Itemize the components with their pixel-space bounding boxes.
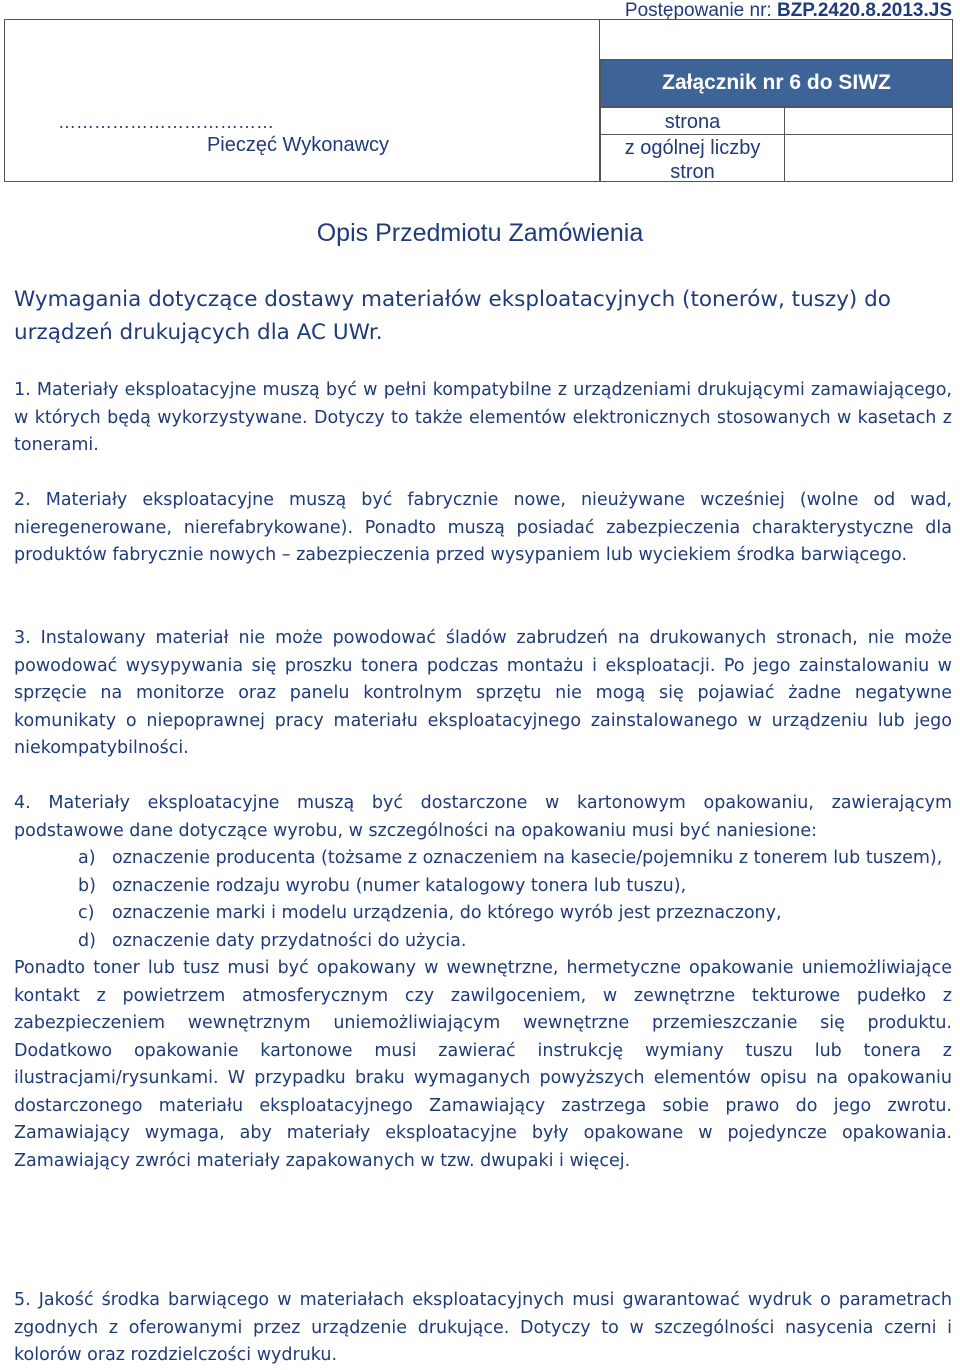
list-item-text: oznaczenie producenta (tożsame z oznaczeniem na kasecie/pojemniku z tonerem lub tuszem),: [112, 848, 943, 868]
page-cell-divider: [600, 134, 785, 135]
list-marker: d): [78, 930, 96, 951]
procedure-number: BZP.2420.8.2013.JS: [776, 0, 952, 21]
list-marker: c): [78, 903, 95, 923]
list-item-text: oznaczenie daty przydatności do użycia.: [112, 930, 467, 951]
page-label: strona: [664, 111, 721, 133]
list-item: [14, 873, 952, 901]
requirement-3: [14, 625, 952, 763]
page-total-label-cont: stron: [670, 161, 715, 183]
requirement-4-outro: Ponadto toner lub tusz musi być opakowany w wewnętrzne, hermetyczne opakowanie uniemożliwiające kontakt z powietrzem atmosferycznym czy zawilgoceniem, w zewnętrzne tekturowe pudełko z zabezpieczeniem wewnętrznym uniemożliwiającym wewnętrzne przemieszczanie się produktu. Dodatkowo opakowanie kartonowe musi zawierać instrukcję wymiany tuszu lub tonera z ilustracjami/rysunkami. W przypadku braku wymaganych powyższych elementów opisu na opakowaniu dostarczonego materiału eksploatacyjnego Zamawiający zastrzega sobie prawo do jego zwrotu. Zamawiający wymaga, aby materiały eksploatacyjne były opakowane w pojedyncze opakowania. Zamawiający zwróci materiały zapakowanych w tzw. dwupaki i więcej.: [14, 958, 952, 1171]
contractor-stamp-cell: [4, 19, 600, 182]
requirement-4: [14, 790, 952, 1175]
packaging-list: [14, 845, 952, 955]
document-subtitle: Wymagania dotyczące dostawy materiałów eksploatacyjnych (tonerów, tuszy) do urządzeń drukujących dla AC UWr.: [14, 287, 891, 345]
attachment-label: Załącznik nr 6 do SIWZ: [600, 59, 953, 107]
list-item: [14, 900, 952, 928]
requirement-3-text: 3. Instalowany materiał nie może powodować śladów zabrudzeń na drukowanych stronach, nie może powodować wysypywania się proszku tonera podczas montażu i eksploatacji. Po jego zainstalowaniu w sprzęcie na monitorze oraz panelu kontrolnym sprzętu nie mogą się pojawiać żadne negatywne komunikaty o niepoprawnej pracy materiału eksploatacyjnego zainstalowanego w urządzeniu lub jego niekompatybilności.: [14, 628, 952, 758]
list-marker: b): [78, 875, 96, 896]
list-marker: a): [78, 848, 96, 868]
list-item: [14, 845, 952, 873]
stamp-dots: ………………………………: [58, 112, 274, 132]
page-total-label: z ogólnej liczby: [624, 137, 761, 159]
requirement-4-intro: 4. Materiały eksploatacyjne muszą być dostarczone w kartonowym opakowaniu, zawierającym podstawowe dane dotyczące wyrobu, w szczególności na opakowaniu musi być naniesione:: [14, 793, 952, 841]
page-number-cell: [784, 107, 953, 135]
requirement-2: [14, 487, 952, 570]
requirement-5: [14, 1287, 952, 1370]
list-item: [14, 928, 952, 956]
list-item-text: oznaczenie rodzaju wyrobu (numer katalogowy tonera lub tuszu),: [112, 875, 687, 896]
requirement-2-text: 2. Materiały eksploatacyjne muszą być fabrycznie nowe, nieużywane wcześniej (wolne od wad, nieregenerowane, nierefabrykowane). Ponadto muszą posiadać zabezpieczenia charakterystyczne dla produktów fabrycznie nowych – zabezpieczenia przed wysypaniem lub wyciekiem środka barwiącego.: [14, 490, 952, 565]
page-total-cell: [784, 134, 953, 182]
requirement-1-text: 1. Materiały eksploatacyjne muszą być w pełni kompatybilne z urządzeniami drukującymi zamawiającego, w których będą wykorzystywane. Dotyczy to także elementów elektronicznych stosowanych w kasetach z tonerami.: [14, 380, 952, 455]
requirement-5-text: 5. Jakość środka barwiącego w materiałach eksploatacyjnych musi gwarantować wydruk o parametrach zgodnych z oferowanymi przez urządzenie drukujące. Dotyczy to w szczególności nasycenia czerni i kolorów oraz rozdzielczości wydruku.: [14, 1290, 952, 1365]
list-item-text: oznaczenie marki i modelu urządzenia, do którego wyrób jest przeznaczony,: [112, 903, 782, 923]
requirement-1: [14, 377, 952, 460]
page-count-label-cell: [600, 107, 785, 182]
document-title: Opis Przedmiotu Zamówienia: [316, 219, 644, 247]
header-empty-cell: [600, 19, 953, 59]
stamp-label: Pieczęć Wykonawcy: [206, 134, 390, 156]
procedure-label: Postępowanie nr:: [624, 0, 777, 21]
